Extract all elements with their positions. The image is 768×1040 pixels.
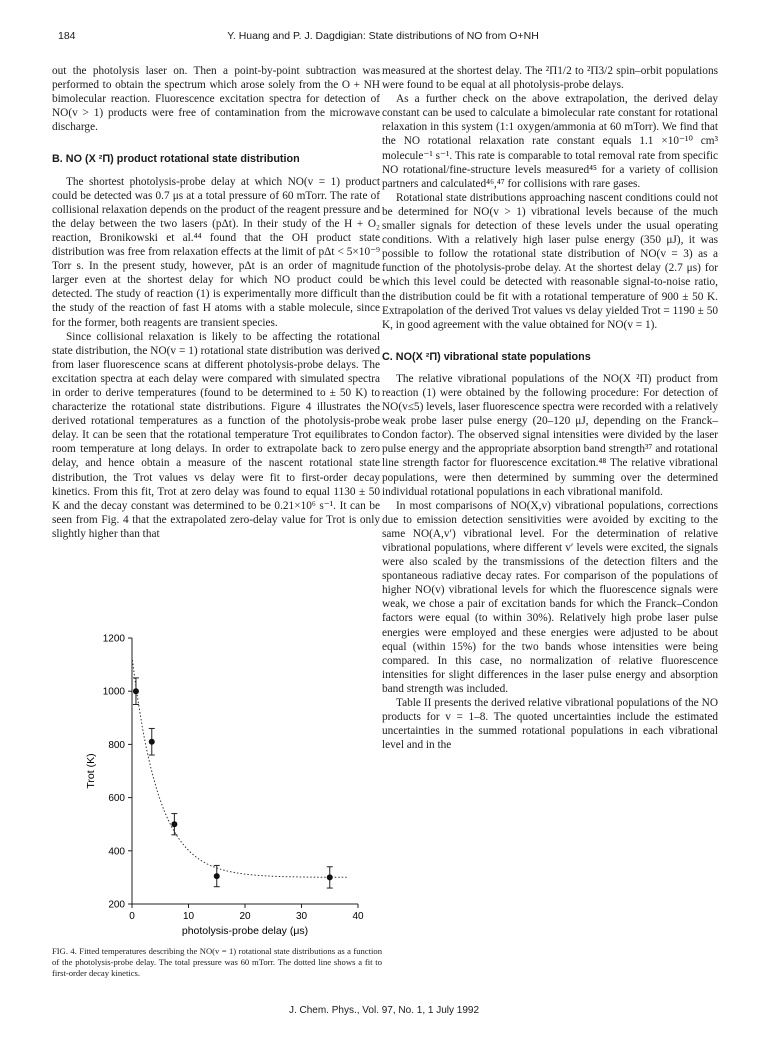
- data-point: [133, 688, 139, 694]
- data-point: [171, 821, 177, 827]
- paragraph: The relative vibrational populations of the NO(X ²Π) product from reaction (1) were obtained by the following procedure: For detection of NO(v≤5) levels, laser fluorescence spectra were recorded with a relatively weak probe laser pulse energy (20–120 μJ, depending on the Franck–Condon factor). The observed signal intensities were divided by the laser pulse energy and the appropriate absorption band strength³⁷ and rotational line strength factor for fluorescence excitation.⁴⁸ The relative vibrational populations, were then determined by summing over the determined individual rotational populations in each vibrational manifold.: [382, 372, 718, 498]
- section-heading: B. NO (X ²Π) product rotational state distribution: [52, 153, 300, 166]
- paragraph: In most comparisons of NO(X,v) vibrational populations, corrections due to emission detection sensitivities were avoided by exciting to the same NO(A,v′) vibrational level. For the determination of relative vibrational populations, where different v′ levels were excited, the signals were also scaled by the transmissions of the detection filters and the spontaneous radiative decay rates. For comparison of the populations of higher NO(v) vibrational levels for which the fluorescence signals were weak, we chose a pair of excitation bands for which the Franck–Condon factors were equal (to within 30%). Relatively high probe laser pulse energies were employed and these energies were adjusted to be about equal (within 15%) for the two bands whose intensities were being compared. In this case, no normalization of relative fluorescence intensities for slight differences in the laser pulse energy and absorption band strength was included.: [382, 499, 718, 695]
- temperature-chart: [56, 600, 384, 940]
- paragraph: measured at the shortest delay. The ²Π1/2 to ²Π3/2 spin–orbit populations were found to be equal at all photolysis-probe delays.: [382, 65, 718, 92]
- running-title: Y. Huang and P. J. Dagdigian: State distributions of NO from O+NH: [227, 30, 539, 42]
- y-tick-label: 600: [108, 793, 125, 805]
- x-tick-label: 10: [182, 911, 195, 922]
- data-point: [149, 739, 155, 745]
- y-tick-label: 1200: [102, 633, 125, 645]
- paragraph: As a further check on the above extrapolation, the derived delay constant can be used to calculate a bimolecular rate constant for rotational relaxation in this system (1:1 oxygen/ammonia at 60 mTorr). We find that the NO rotational relaxation rate constant equals 1.1 ×10⁻¹⁰ cm³ molecule⁻¹ s⁻¹. This rate is comparable to total removal rate from specific NO rotational/fine-structure levels measured⁴⁵ for a variety of collision partners and calculated⁴⁶,⁴⁷ for collisions with rare gases.: [382, 93, 718, 190]
- journal-footer: J. Chem. Phys., Vol. 97, No. 1, 1 July 1992: [288, 1005, 480, 1016]
- left-column: [52, 64, 380, 541]
- y-axis-label: Trot (K): [85, 753, 97, 789]
- x-tick-label: 20: [239, 911, 251, 922]
- y-tick-label: 200: [108, 899, 125, 911]
- y-tick-label: 800: [108, 739, 125, 751]
- data-point: [214, 873, 220, 879]
- x-tick-label: 30: [295, 911, 308, 922]
- x-axis-label: photolysis-probe delay (μs): [181, 925, 309, 937]
- y-tick-label: 1000: [102, 686, 125, 698]
- section-heading: C. NO(X ²Π) vibrational state populations: [382, 350, 591, 363]
- data-point: [327, 874, 333, 880]
- paragraph: The shortest photolysis-probe delay at which NO(v = 1) product could be detected was 0.7 μs at a total pressure of 60 mTorr. The rate of collisional relaxation depends on the product of the reagent pressure and the delay between the two lasers (pΔt). In their study of the H + O₂ reaction, Bronikowski et al.⁴⁴ found that the OH product state distribution was free from relaxation effects at the limit of pΔt < 5×10⁻⁹ Torr s. In the present study, however, pΔt is an order of magnitude larger even at the shortest delay for which NO product could be detected. The study of reaction (1) is experimentally more difficult than the study of the reaction of fast H atoms with a stable molecule, since for the former, both reagents are transient species.: [52, 175, 380, 329]
- x-tick-label: 40: [352, 911, 364, 922]
- x-tick-label: 0: [129, 911, 135, 922]
- page-number: 184: [58, 30, 76, 42]
- fit-curve: [132, 657, 347, 878]
- y-tick-label: 400: [108, 846, 125, 858]
- paragraph: Since collisional relaxation is likely to be affecting the rotational state distribution, the NO(v = 1) rotational state distribution was derived from laser fluorescence scans at different photolysis-probe delays. The excitation spectra at each delay were compared with simulated spectra in order to derive temperatures (found to be determined to ± 50 K) to characterize the rotational state distributions. Figure 4 illustrates the derived rotational temperatures as a function of the photolysis-probe delay. It can be seen that the rotational temperature Trot equilibrates to room temperature at long delays. In order to extrapolate back to zero delay, and hence obtain a measure of the nascent rotational state distribution, the Trot values vs delay were fit to first-order decay kinetics. From this fit, Trot at zero delay was found to equal 1130 ± 50 K and the decay constant was determined to be 0.21×10⁶ s⁻¹. It can be seen from Fig. 4 that the extrapolated zero-delay value for Trot is only slightly higher than that: [52, 330, 380, 540]
- paragraph: Table II presents the derived relative vibrational populations of the NO products for v = 1–8. The quoted uncertainties include the estimated uncertainties in the summed rotational populations in each vibrational level and in the: [382, 697, 718, 752]
- figure-4: [56, 600, 384, 945]
- figure-caption: FIG. 4. Fitted temperatures describing the NO(v = 1) rotational state distributions as a function of the photolysis-probe delay. The total pressure was 60 mTorr. The dotted line shows a fit to first-order decay kinetics.: [52, 946, 382, 978]
- paragraph: Rotational state distributions approaching nascent conditions could not be determined for NO(v > 1) vibrational levels because of the much smaller signals for detection of these levels under the usual operating conditions. With a relatively high laser pulse energy (350 μJ), it was possible to follow the rotational state distribution of NO(v = 3) as a function of the photolysis-probe delay. At the shortest delay (2.7 μs) for which this level could be detected with reasonable signal-to-noise ratio, the distribution could be fit with a rotational temperature of 900 ± 50 K. Extrapolation of the derived Trot values vs delay yielded Trot = 1190 ± 50 K, in good agreement with the value obtained for NO(v = 1).: [382, 191, 718, 331]
- paragraph: out the photolysis laser on. Then a point-by-point subtraction was performed to obtain the spectrum which arose solely from the O + NH bimolecular reaction. Fluorescence excitation spectra for detection of NO(v > 1) products were free of contamination from the microwave discharge.: [52, 65, 380, 134]
- right-column: [382, 64, 718, 752]
